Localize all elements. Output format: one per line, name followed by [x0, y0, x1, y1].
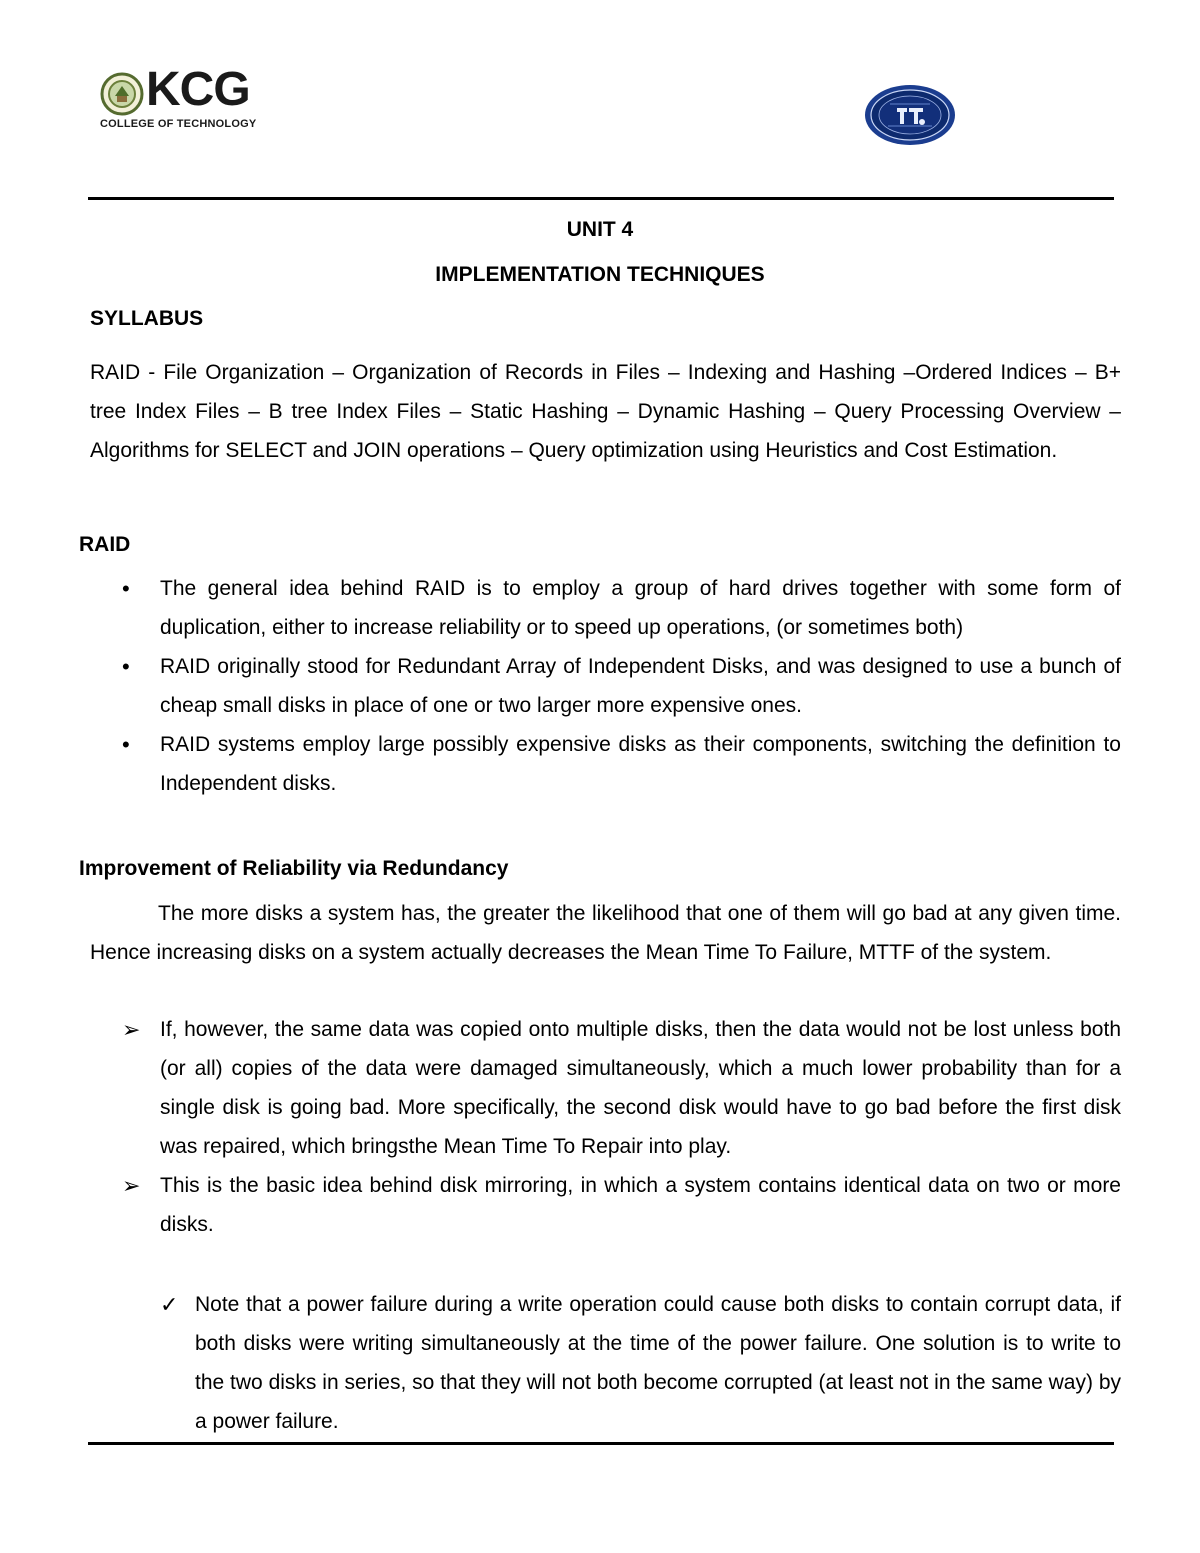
list-item	[122, 725, 1121, 803]
list-item	[122, 647, 1121, 725]
raid-bullet-text: RAID originally stood for Redundant Array of Independent Disks, and was designed to use a bunch of cheap small disks in place of one or two larger more expensive ones.	[160, 655, 1121, 717]
reliability-heading: Improvement of Reliability via Redundancy	[79, 857, 509, 880]
arrow-bullet-icon: ➢	[122, 1017, 141, 1042]
list-item	[122, 1010, 1121, 1166]
arrow-bullet-text: If, however, the same data was copied onto multiple disks, then the data would not be lost unless both (or all) copies of the data were damaged simultaneously, which a much lower probability than for a single disk is going bad. More specifically, the second disk would have to go bad before the first disk was repaired, which bringsthe Mean Time To Repair into play.	[160, 1018, 1121, 1158]
reliability-intro: The more disks a system has, the greater the likelihood that one of them will go bad at any given time. Hence increasing disks on a system actually decreases the Mean Time To Failure, MTTF of the system.	[90, 902, 1121, 964]
arrow-bullet-text: This is the basic idea behind disk mirroring, in which a system contains identical data on two or more disks.	[160, 1174, 1121, 1236]
reliability-check-list	[160, 1285, 1121, 1441]
college-seal-icon	[100, 72, 144, 116]
syllabus-text: RAID - File Organization – Organization of Records in Files – Indexing and Hashing –Ordered Indices – B+ tree Index Files – B tree Index Files – Static Hashing – Dynamic Hashing – Query Processing Overview – Algorithms for SELECT and JOIN operations – Query optimization using Heuristics and Cost Estimation.	[90, 361, 1121, 462]
list-item	[160, 1285, 1121, 1441]
bottom-divider	[88, 1442, 1114, 1445]
syllabus-heading: SYLLABUS	[90, 307, 204, 330]
department-emblem-icon	[864, 84, 956, 146]
list-item	[122, 569, 1121, 647]
arrow-bullet-icon: ➢	[122, 1173, 141, 1198]
unit-title: UNIT 4	[566, 218, 634, 241]
bullet-icon: •	[122, 654, 130, 679]
raid-bullet-text: The general idea behind RAID is to employ a group of hard drives together with some form of duplication, either to increase reliability or to speed up operations, (or sometimes both)	[160, 577, 1121, 639]
college-logo-name: KCG	[146, 63, 250, 116]
raid-bullet-text: RAID systems employ large possibly expensive disks as their components, switching the definition to Independent disks.	[160, 733, 1121, 795]
raid-heading: RAID	[79, 533, 131, 556]
reliability-arrow-list	[122, 1010, 1121, 1244]
college-logo-subtitle: COLLEGE OF TECHNOLOGY	[100, 118, 257, 130]
checkmark-icon: ✓	[160, 1292, 179, 1317]
top-divider	[88, 197, 1114, 200]
page-title: IMPLEMENTATION TECHNIQUES	[435, 263, 765, 286]
check-bullet-text: Note that a power failure during a write operation could cause both disks to contain corrupt data, if both disks were writing simultaneously at the time of the power failure. One solution is to write to the two disks in series, so that they will not both become corrupted (at least not in the same way) by a power failure.	[195, 1293, 1121, 1433]
bullet-icon: •	[122, 732, 130, 757]
college-logo	[100, 63, 257, 132]
bullet-icon: •	[122, 576, 130, 601]
raid-bullet-list	[122, 569, 1121, 803]
list-item	[122, 1166, 1121, 1244]
